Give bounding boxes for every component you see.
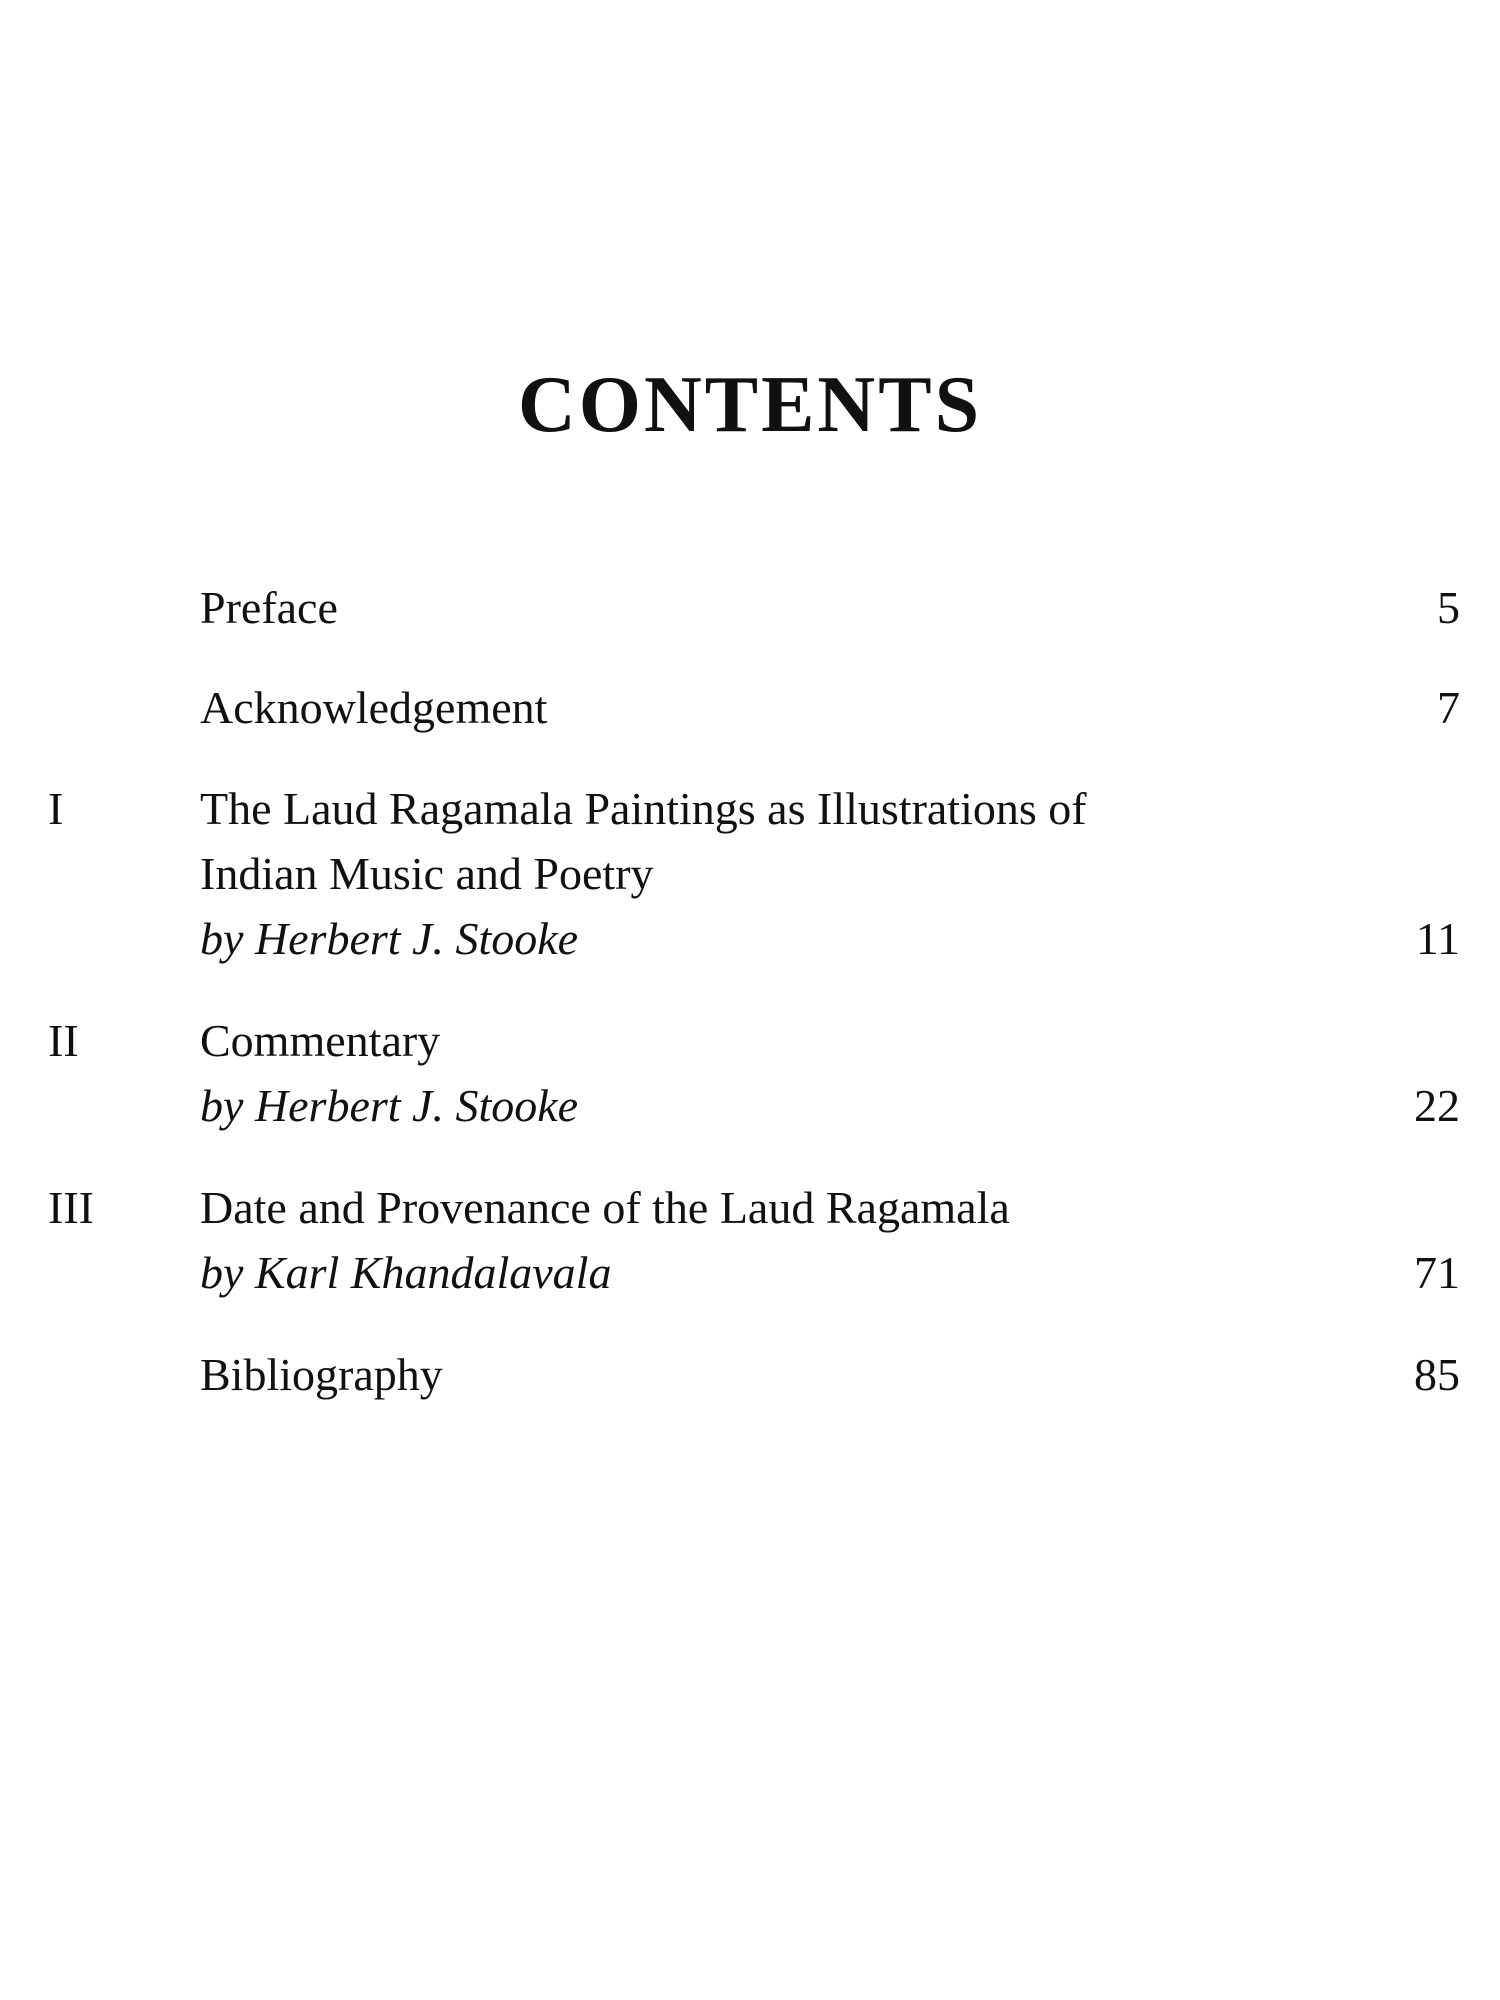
entry-title-line-2: Indian Music and Poetry bbox=[200, 848, 654, 899]
page-title: CONTENTS bbox=[517, 361, 983, 449]
entry-numeral: III bbox=[48, 1182, 94, 1233]
entry-title: Preface bbox=[200, 582, 338, 633]
entry-text bbox=[200, 776, 1350, 971]
entry-title: Date and Provenance of the Laud Ragamala bbox=[200, 1182, 1010, 1233]
entry-author: by Herbert J. Stooke bbox=[200, 1080, 579, 1131]
entry-title-line-1: The Laud Ragamala Paintings as Illustrations of bbox=[200, 783, 1087, 834]
entry-page-number: 7 bbox=[1437, 682, 1460, 733]
entry-numeral: I bbox=[48, 783, 64, 834]
entry-author: by Karl Khandalavala bbox=[200, 1247, 612, 1298]
entry-title: Acknowledgement bbox=[200, 682, 548, 733]
entry-page-number: 22 bbox=[1414, 1080, 1460, 1131]
entry-page-number: 85 bbox=[1414, 1349, 1460, 1400]
entry-page-number: 71 bbox=[1414, 1247, 1460, 1298]
entry-text bbox=[200, 1175, 1350, 1305]
entry-text bbox=[200, 1342, 1350, 1407]
entry-page-number: 5 bbox=[1437, 582, 1460, 633]
entry-numeral: II bbox=[48, 1015, 79, 1066]
entry-title: Bibliography bbox=[200, 1349, 443, 1400]
entry-text bbox=[200, 675, 1350, 740]
entry-text bbox=[200, 575, 1350, 640]
entry-page-number: 11 bbox=[1415, 913, 1460, 964]
entry-title: Commentary bbox=[200, 1015, 441, 1066]
entry-author: by Herbert J. Stooke bbox=[200, 913, 579, 964]
entry-text bbox=[200, 1008, 1350, 1138]
